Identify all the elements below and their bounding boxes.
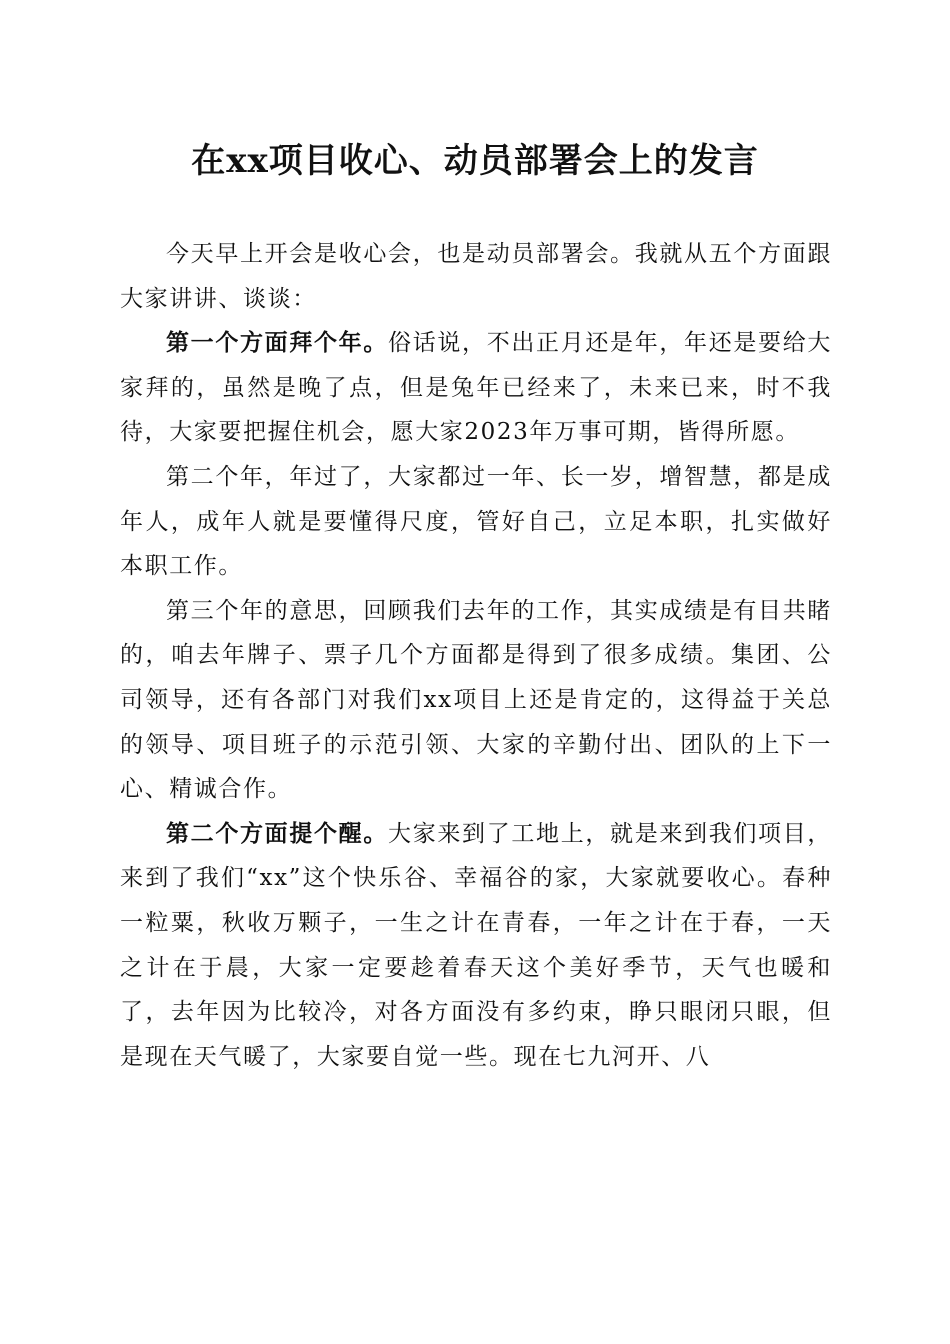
paragraph-text: 今天早上开会是收心会，也是动员部署会。我就从五个方面跟大家讲讲、谈谈： [120, 241, 832, 312]
paragraph-5 [120, 812, 832, 1080]
paragraph-lead: 第二个方面提个醒。 [166, 819, 389, 847]
paragraph-4 [120, 589, 832, 812]
paragraph-text: 第三个年的意思，回顾我们去年的工作，其实成绩是有目共睹的，咱去年牌子、票子几个方面都是得到了很多成绩。集团、公司领导，还有各部门对我们xx项目上还是肯定的，这得益于关总的领导、项目班子的示范引领、大家的辛勤付出、团队的上下一心、精诚合作。 [120, 597, 832, 803]
paragraph-text: 第二个年，年过了，大家都过一年、长一岁，增智慧，都是成年人，成年人就是要懂得尺度，管好自己，立足本职，扎实做好本职工作。 [120, 463, 832, 580]
document-body [120, 232, 832, 1079]
paragraph-lead: 第一个方面拜个年。 [166, 329, 389, 357]
paragraph-text: 大家来到了工地上，就是来到我们项目，来到了我们“xx”这个快乐谷、幸福谷的家，大家就要收心。春种一粒粟，秋收万颗子，一生之计在青春，一年之计在于春，一天之计在于晨，大家一定要趁着春天这个美好季节，天气也暖和了，去年因为比较冷，对各方面没有多约束，睁只眼闭只眼，但是现在天气暖了，大家要自觉一些。现在七九河开、八 [120, 820, 832, 1070]
paragraph-2 [120, 321, 832, 455]
paragraph-1 [120, 232, 832, 321]
paragraph-text: 俗话说，不出正月还是年，年还是要给大家拜的，虽然是晚了点，但是兔年已经来了，未来已来，时不我待，大家要把握住机会，愿大家2023年万事可期，皆得所愿。 [120, 330, 832, 446]
paragraph-3 [120, 455, 832, 589]
document-title: 在xx项目收心、动员部署会上的发言 [191, 141, 759, 181]
